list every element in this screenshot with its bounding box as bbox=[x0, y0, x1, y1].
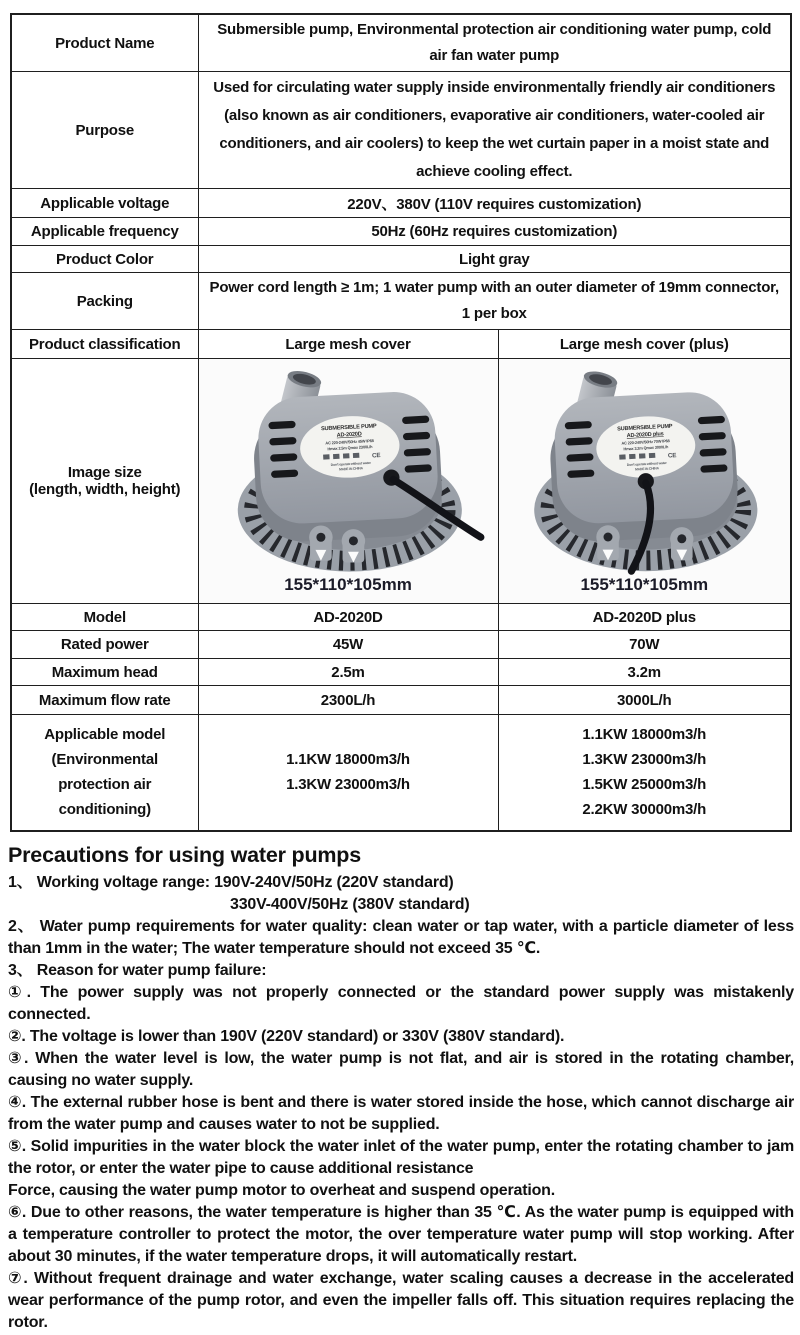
failure-reason-3: ③. When the water level is low, the water pump is not flat, and air is stored in the rotating chamber, causing no water supply. bbox=[8, 1049, 794, 1089]
row-image-size bbox=[11, 359, 791, 604]
svg-text:MADE IN CHINA: MADE IN CHINA bbox=[338, 466, 363, 472]
precautions-section bbox=[8, 841, 794, 1334]
failure-reason-1: ①. The power supply was not properly connected or the standard power supply was mistakenly connected. bbox=[8, 983, 794, 1023]
failure-reason-2: ②. The voltage is lower than 190V (220V standard) or 330V (380V standard). bbox=[8, 1027, 565, 1045]
failure-reason-7: ⑦. Without frequent drainage and water exchange, water scaling causes a decrease in the accelerated wear performance of the pump rotor, and even the impeller falls off. This situation requires replacing the rotor. bbox=[8, 1269, 794, 1331]
row-max-head bbox=[11, 659, 791, 686]
svg-text:Hmax 2.5m Qmax 2300L/h: Hmax 2.5m Qmax 2300L/h bbox=[327, 443, 373, 452]
purpose-label: Purpose bbox=[11, 72, 198, 189]
max-flow-label: Maximum flow rate bbox=[11, 686, 198, 715]
max-head-label: Maximum head bbox=[11, 659, 198, 686]
rated-power-label: Rated power bbox=[11, 631, 198, 659]
ce-mark: CE bbox=[371, 452, 381, 460]
voltage-value: 220V、380V (110V requires customization) bbox=[198, 189, 791, 218]
row-product-name bbox=[11, 14, 791, 72]
svg-text:AD-2020D plus: AD-2020D plus bbox=[626, 431, 665, 440]
row-applicable-model bbox=[11, 715, 791, 831]
product-name-label: Product Name bbox=[11, 14, 198, 72]
max-flow-col1: 2300L/h bbox=[198, 686, 498, 715]
purpose-value: Used for circulating water supply inside environmentally friendly air conditioners (also known as air conditioners, evaporative air conditioners, water-cooled air conditioners, and air coolers) to keep the wet curtain paper in a moist state and achieve cooling effect. bbox=[198, 72, 791, 189]
model-col2: AD-2020D plus bbox=[498, 604, 791, 631]
classification-col1: Large mesh cover bbox=[198, 330, 498, 359]
pump-photo-left bbox=[210, 371, 486, 577]
row-purpose bbox=[11, 72, 791, 189]
frequency-value: 50Hz (60Hz requires customization) bbox=[198, 218, 791, 246]
precaution-item-1-continued: 330V-400V/50Hz (380V standard) bbox=[230, 895, 470, 913]
row-frequency bbox=[11, 218, 791, 246]
applicable-model-col2: 1.1KW 18000m3/h 1.3KW 23000m3/h 1.5KW 25000m3/h 2.2KW 30000m3/h bbox=[498, 715, 791, 831]
rated-power-col2: 70W bbox=[498, 631, 791, 659]
color-value: Light gray bbox=[198, 246, 791, 273]
failure-reason-5-continued: Force, causing the water pump motor to overheat and suspend operation. bbox=[8, 1181, 555, 1199]
svg-text:Hmax 3.2m Qmax 3000L/h: Hmax 3.2m Qmax 3000L/h bbox=[623, 444, 669, 452]
ce-mark: CE bbox=[667, 452, 677, 460]
svg-text:SUBMERSIBLE PUMP: SUBMERSIBLE PUMP bbox=[320, 423, 377, 433]
precaution-item-2: 2、 Water pump requirements for water quality: clean water or tap water, with a particle diameter of less than 1mm in the water; The water temperature should not exceed 35 ℃. bbox=[8, 917, 794, 957]
precautions-heading: Precautions for using water pumps bbox=[8, 842, 361, 867]
pump-photo-right bbox=[509, 371, 779, 577]
pump-right-dimensions: 155*110*105mm bbox=[580, 575, 709, 594]
packing-value: Power cord length ≥ 1m; 1 water pump with an outer diameter of 19mm connector, 1 per box bbox=[198, 273, 791, 330]
svg-text:AD-2020D: AD-2020D bbox=[336, 431, 362, 439]
max-head-col2: 3.2m bbox=[498, 659, 791, 686]
max-flow-col2: 3000L/h bbox=[498, 686, 791, 715]
svg-text:AC 220-240V/50Hz 70W IP68: AC 220-240V/50Hz 70W IP68 bbox=[621, 438, 671, 446]
pump-photo-right-cell bbox=[498, 359, 791, 604]
failure-reason-6: ⑥. Due to other reasons, the water temperature is higher than 35 ℃. As the water pump is equipped with a temperature controller to protect the motor, the over temperature water pump will stop working. After about 30 minutes, if the water temperature drops, it will automatically restart. bbox=[8, 1203, 794, 1265]
color-label: Product Color bbox=[11, 246, 198, 273]
image-size-label-line2: (length, width, height) bbox=[29, 481, 181, 498]
row-model bbox=[11, 604, 791, 631]
model-col1: AD-2020D bbox=[198, 604, 498, 631]
svg-text:Don't operate without water: Don't operate without water bbox=[626, 460, 667, 468]
row-max-flow bbox=[11, 686, 791, 715]
pump-photo-left-cell bbox=[198, 359, 498, 604]
classification-col2: Large mesh cover (plus) bbox=[498, 330, 791, 359]
spec-table bbox=[10, 13, 792, 832]
pump-left-dimensions: 155*110*105mm bbox=[284, 575, 412, 594]
row-packing bbox=[11, 273, 791, 330]
svg-text:AC 220-240V/50Hz 45W IP68: AC 220-240V/50Hz 45W IP68 bbox=[325, 438, 374, 446]
voltage-label: Applicable voltage bbox=[11, 189, 198, 218]
row-rated-power bbox=[11, 631, 791, 659]
packing-label: Packing bbox=[11, 273, 198, 330]
svg-text:MADE IN CHINA: MADE IN CHINA bbox=[635, 466, 660, 472]
svg-text:Don't operate without water: Don't operate without water bbox=[330, 460, 371, 467]
precaution-item-1: 1、 Working voltage range: 190V-240V/50Hz (220V standard) bbox=[8, 873, 454, 891]
failure-reason-4: ④. The external rubber hose is bent and there is water stored inside the hose, which cannot discharge air from the water pump and causes water to not be supplied. bbox=[8, 1093, 794, 1133]
row-color bbox=[11, 246, 791, 273]
model-label: Model bbox=[11, 604, 198, 631]
applicable-model-label: Applicable model (Environmental protection air conditioning) bbox=[11, 715, 198, 831]
image-size-label-line1: Image size bbox=[67, 464, 142, 481]
applicable-model-col1: 1.1KW 18000m3/h 1.3KW 23000m3/h bbox=[198, 715, 498, 831]
max-head-col1: 2.5m bbox=[198, 659, 498, 686]
image-size-label bbox=[11, 359, 198, 604]
precaution-item-3: 3、 Reason for water pump failure: bbox=[8, 961, 267, 979]
failure-reason-5: ⑤. Solid impurities in the water block the water inlet of the water pump, enter the rotating chamber to jam the rotor, or enter the water pipe to cause additional resistance bbox=[8, 1137, 794, 1177]
rated-power-col1: 45W bbox=[198, 631, 498, 659]
classification-label: Product classification bbox=[11, 330, 198, 359]
frequency-label: Applicable frequency bbox=[11, 218, 198, 246]
row-voltage bbox=[11, 189, 791, 218]
svg-text:SUBMERSIBLE PUMP: SUBMERSIBLE PUMP bbox=[617, 423, 673, 433]
product-name-value: Submersible pump, Environmental protection air conditioning water pump, cold air fan water pump bbox=[198, 14, 791, 72]
row-classification bbox=[11, 330, 791, 359]
